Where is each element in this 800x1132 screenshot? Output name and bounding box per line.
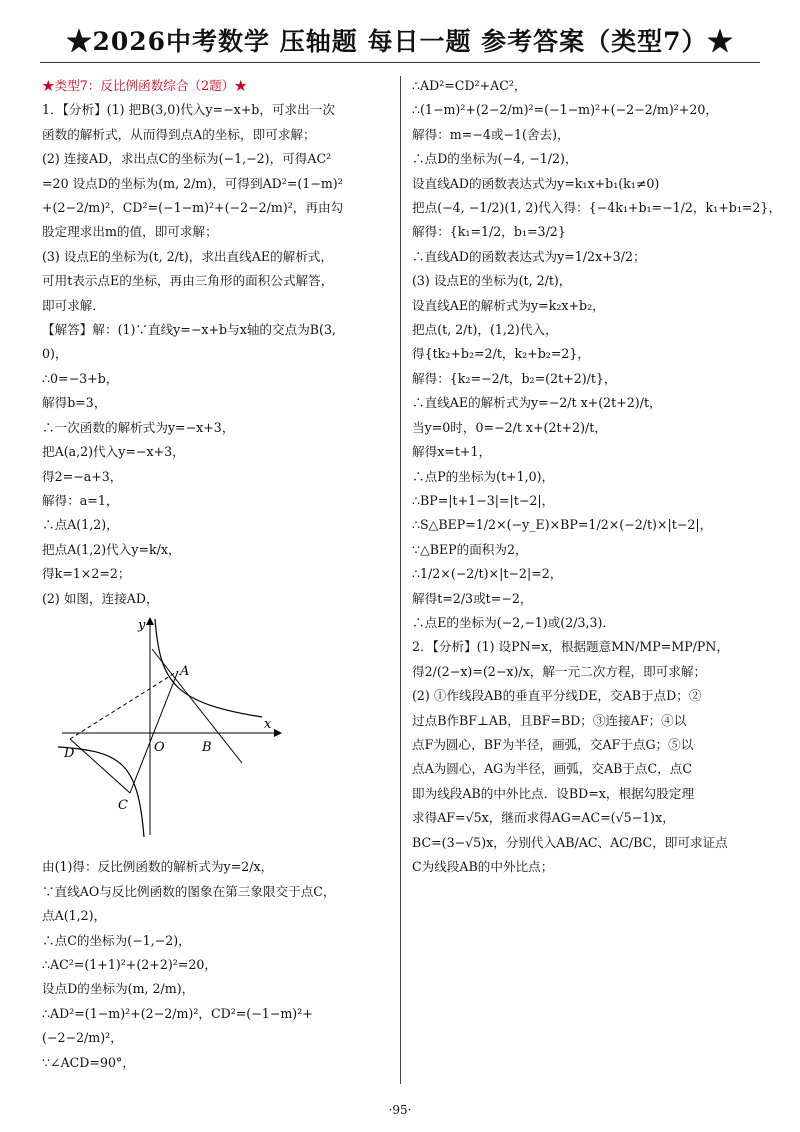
text-line: 1．【分析】(1) 把B(3,0)代入y=−x+b，可求出一次 [42, 102, 335, 118]
text-line: 过点B作BF⊥AB，且BF=BD；③连接AF；④以 [412, 712, 687, 728]
line-ac [130, 671, 178, 793]
page-number: ·95· [388, 1103, 412, 1117]
text-line: 得k=1×2=2； [42, 566, 131, 582]
text-line: ∴AC²=(1+1)²+(2+2)²=20， [42, 956, 217, 972]
text-line: ∴点A(1,2)， [42, 517, 119, 533]
text-line: ∵△BEP的面积为2， [412, 541, 528, 557]
text-line: 解得t=2/3或t=−2， [412, 590, 533, 606]
text-line: (2) 连接AD，求出点C的坐标为(−1,−2)，可得AC² [42, 151, 332, 167]
axis-label-y: y [138, 617, 146, 633]
text-line: ∴一次函数的解析式为y=−x+3， [42, 419, 235, 435]
right-column [412, 74, 782, 879]
text-line: 把点A(1,2)代入y=k/x， [42, 541, 181, 557]
point-label-c: C [118, 797, 128, 813]
x-axis-arrow [274, 729, 282, 737]
text-line: ∴BP=|t+1−3|=|t−2|， [412, 492, 555, 508]
text-line: ∴直线AD的函数表达式为y=1/2x+3/2； [412, 248, 646, 264]
text-line: C为线段AB的中外比点； [412, 859, 554, 874]
text-line: 即可求解． [42, 297, 105, 313]
text-line: +(2−2/m)²，CD²=(−1−m)²+(−2−2/m)²，再由勾 [42, 200, 344, 216]
text-line: 0)， [42, 346, 68, 362]
text-line: BC=(3−√5)x，分别代入AB/AC、AC/BC，即可求证点 [412, 834, 728, 850]
text-line: ∴点P的坐标为(t+1,0)， [412, 468, 555, 484]
hyperbola-first-quadrant [155, 619, 262, 717]
text-line: ∵∠ACD=90°， [42, 1054, 135, 1070]
text-line: 点A为圆心，AG为半径，画弧，交AB于点C，点C [412, 761, 692, 777]
header-rule [40, 62, 760, 63]
dashed-ad [70, 671, 178, 739]
text-line: 点F为圆心，BF为半径，画弧，交AF于点G；⑤以 [412, 736, 694, 752]
text-line: 解得b=3， [42, 395, 107, 411]
text-line: 设直线AE的解析式为y=k₂x+b₂， [412, 297, 605, 313]
point-label-d: D [64, 745, 75, 761]
text-line: 2．【分析】(1) 设PN=x，根据题意MN/MP=MP/PN， [412, 639, 730, 655]
point-label-a: A [180, 663, 190, 679]
text-line: 可用t表示点E的坐标，再由三角形的面积公式解答， [42, 273, 334, 289]
text-line: 由(1)得：反比例函数的解析式为y=2/x， [42, 859, 274, 875]
text-line: 点A(1,2)， [42, 908, 107, 924]
point-label-o: O [154, 739, 165, 755]
text-line: ★类型7：反比例函数综合（2题）★ [42, 78, 247, 93]
text-line: 得2=−a+3， [42, 468, 123, 484]
text-line: 求得AF=√5x，继而求得AG=AC=(√5−1)x， [412, 810, 675, 826]
text-line: (2) ①作线段AB的垂直平分线DE，交AB于点D；② [412, 688, 702, 704]
text-line: (3) 设点E的坐标为(t, 2/t)，求出直线AE的解析式， [42, 248, 334, 264]
text-line: (2) 如图，连接AD， [42, 590, 159, 606]
text-line: ∴点D的坐标为(−4, −1/2)， [412, 151, 578, 167]
page-title: ★2026中考数学 压轴题 每日一题 参考答案（类型7）★ [66, 27, 734, 56]
text-line: ∴0=−3+b， [42, 370, 119, 386]
text-line: (−2−2/m)²， [42, 1030, 123, 1046]
text-line: 设点D的坐标为(m, 2/m)， [42, 981, 195, 997]
text-line: 设直线AD的函数表达式为y=k₁x+b₁(k₁≠0) [412, 175, 660, 191]
text-line: 即为线段AB的中外比点．设BD=x，根据勾股定理 [412, 785, 695, 801]
point-label-b: B [202, 739, 212, 755]
text-line: 【解答】解：(1)∵直线y=−x+b与x轴的交点为B(3, [42, 322, 336, 338]
segment-dc [70, 739, 130, 793]
text-line: 把点(t, 2/t)，(1,2)代入， [412, 322, 558, 338]
text-line: 得2/(2−x)=(2−x)/x，解一元二次方程，即可求解； [412, 663, 707, 679]
text-line: 得{tk₂+b₂=2/t，k₂+b₂=2}， [412, 346, 590, 362]
text-line: ∴直线AE的解析式为y=−2/t x+(2t+2)/t， [412, 395, 662, 411]
text-line: (3) 设点E的坐标为(t, 2/t)， [412, 273, 572, 289]
text-line: ∴S△BEP=1/2×(−y_E)×BP=1/2×(−2/t)×|t−2|， [412, 517, 713, 533]
text-line: 当y=0时，0=−2/t x+(2t+2)/t， [412, 419, 607, 435]
text-line: 解得：{k₂=−2/t，b₂=(2t+2)/t}， [412, 370, 617, 386]
text-line: ∴AD²=(1−m)²+(2−2/m)²，CD²=(−1−m)²+ [42, 1005, 313, 1021]
text-line: 解得：{k₁=1/2，b₁=3/2} [412, 224, 566, 240]
text-line: ∴点C的坐标为(−1,−2)， [42, 932, 191, 948]
axis-label-x: x [264, 716, 272, 732]
y-axis-arrow [146, 617, 154, 625]
text-line: 函数的解析式，从而得到点A的坐标，即可求解； [42, 126, 316, 142]
text-line: =20 设点D的坐标为(m, 2/m)，可得到AD²=(1−m)² [42, 175, 343, 191]
text-line: ∴点E的坐标为(−2,−1)或(2/3,3)． [412, 614, 616, 630]
text-line: 解得：a=1， [42, 492, 119, 508]
line-ab [152, 649, 242, 763]
column-divider [400, 76, 401, 1084]
text-line: 解得：m=−4或−1(舍去)， [412, 126, 570, 142]
left-column [42, 74, 392, 1075]
function-graph-figure [52, 613, 292, 843]
text-line: 把点(−4, −1/2)(1, 2)代入得：{−4k₁+b₁=−1/2，k₁+b₁=2}， [412, 200, 782, 216]
text-line: 股定理求出m的值，即可求解； [42, 224, 218, 240]
text-line: ∴(1−m)²+(2−2/m)²=(−1−m)²+(−2−2/m)²+20， [412, 102, 718, 118]
text-line: ∴AD²=CD²+AC²， [412, 78, 527, 93]
text-line: ∵直线AO与反比例函数的图象在第三象限交于点C， [42, 883, 336, 899]
text-line: 把A(a,2)代入y=−x+3， [42, 444, 185, 460]
text-line: 解得x=t+1， [412, 444, 492, 460]
text-line: ∴1/2×(−2/t)×|t−2|=2， [412, 566, 563, 582]
